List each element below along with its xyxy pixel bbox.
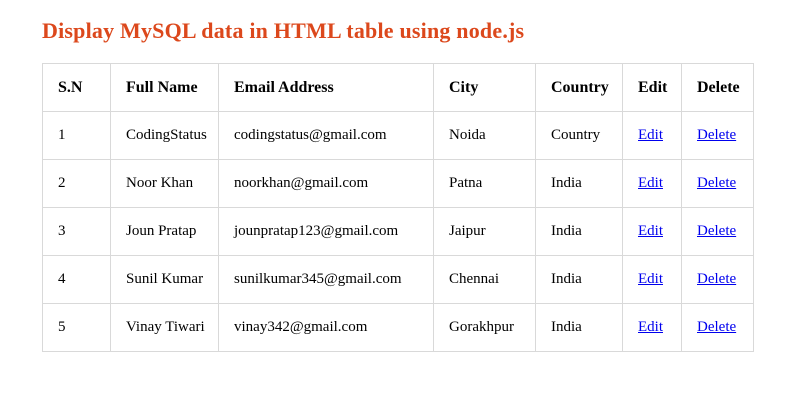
- edit-link-cell: [623, 304, 682, 352]
- delete-link[interactable]: Delete: [697, 319, 737, 335]
- cell-email: jounpratap123@gmail.com: [219, 208, 434, 256]
- column-header-name: Full Name: [111, 64, 219, 112]
- cell-full-name: Joun Pratap: [111, 208, 219, 256]
- column-header-country: Country: [536, 64, 623, 112]
- cell-sn: 5: [43, 304, 111, 352]
- cell-email: noorkhan@gmail.com: [219, 160, 434, 208]
- column-header-edit: Edit: [623, 64, 682, 112]
- edit-link[interactable]: Edit: [638, 271, 663, 287]
- cell-country: Country: [536, 112, 623, 160]
- table-row: [43, 304, 754, 352]
- cell-full-name: Vinay Tiwari: [111, 304, 219, 352]
- table-header: [43, 64, 754, 112]
- cell-city: Patna: [434, 160, 536, 208]
- cell-sn: 4: [43, 256, 111, 304]
- delete-link[interactable]: Delete: [697, 271, 737, 287]
- delete-link-cell: [682, 256, 754, 304]
- cell-sn: 1: [43, 112, 111, 160]
- cell-city: Chennai: [434, 256, 536, 304]
- column-header-sn: S.N: [43, 64, 111, 112]
- table-row: [43, 160, 754, 208]
- cell-country: India: [536, 304, 623, 352]
- cell-country: India: [536, 256, 623, 304]
- cell-city: Jaipur: [434, 208, 536, 256]
- delete-link-cell: [682, 304, 754, 352]
- edit-link-cell: [623, 112, 682, 160]
- column-header-delete: Delete: [682, 64, 754, 112]
- table-row: [43, 256, 754, 304]
- edit-link-cell: [623, 208, 682, 256]
- edit-link-cell: [623, 160, 682, 208]
- delete-link-cell: [682, 112, 754, 160]
- page-title: Display MySQL data in HTML table using node.js: [42, 18, 525, 43]
- cell-sn: 3: [43, 208, 111, 256]
- table-row: [43, 112, 754, 160]
- cell-city: Noida: [434, 112, 536, 160]
- delete-link[interactable]: Delete: [697, 223, 737, 239]
- column-header-email: Email Address: [219, 64, 434, 112]
- table-header-row: [43, 64, 754, 112]
- cell-sn: 2: [43, 160, 111, 208]
- edit-link-cell: [623, 256, 682, 304]
- delete-link-cell: [682, 160, 754, 208]
- edit-link[interactable]: Edit: [638, 127, 663, 143]
- cell-email: sunilkumar345@gmail.com: [219, 256, 434, 304]
- cell-city: Gorakhpur: [434, 304, 536, 352]
- delete-link-cell: [682, 208, 754, 256]
- table-row: [43, 208, 754, 256]
- cell-full-name: Noor Khan: [111, 160, 219, 208]
- cell-full-name: Sunil Kumar: [111, 256, 219, 304]
- edit-link[interactable]: Edit: [638, 319, 663, 335]
- cell-country: India: [536, 160, 623, 208]
- edit-link[interactable]: Edit: [638, 175, 663, 191]
- cell-country: India: [536, 208, 623, 256]
- delete-link[interactable]: Delete: [697, 127, 737, 143]
- cell-full-name: CodingStatus: [111, 112, 219, 160]
- table-body: [43, 112, 754, 352]
- users-table: [42, 63, 754, 352]
- column-header-city: City: [434, 64, 536, 112]
- delete-link[interactable]: Delete: [697, 175, 737, 191]
- cell-email: codingstatus@gmail.com: [219, 112, 434, 160]
- cell-email: vinay342@gmail.com: [219, 304, 434, 352]
- edit-link[interactable]: Edit: [638, 223, 663, 239]
